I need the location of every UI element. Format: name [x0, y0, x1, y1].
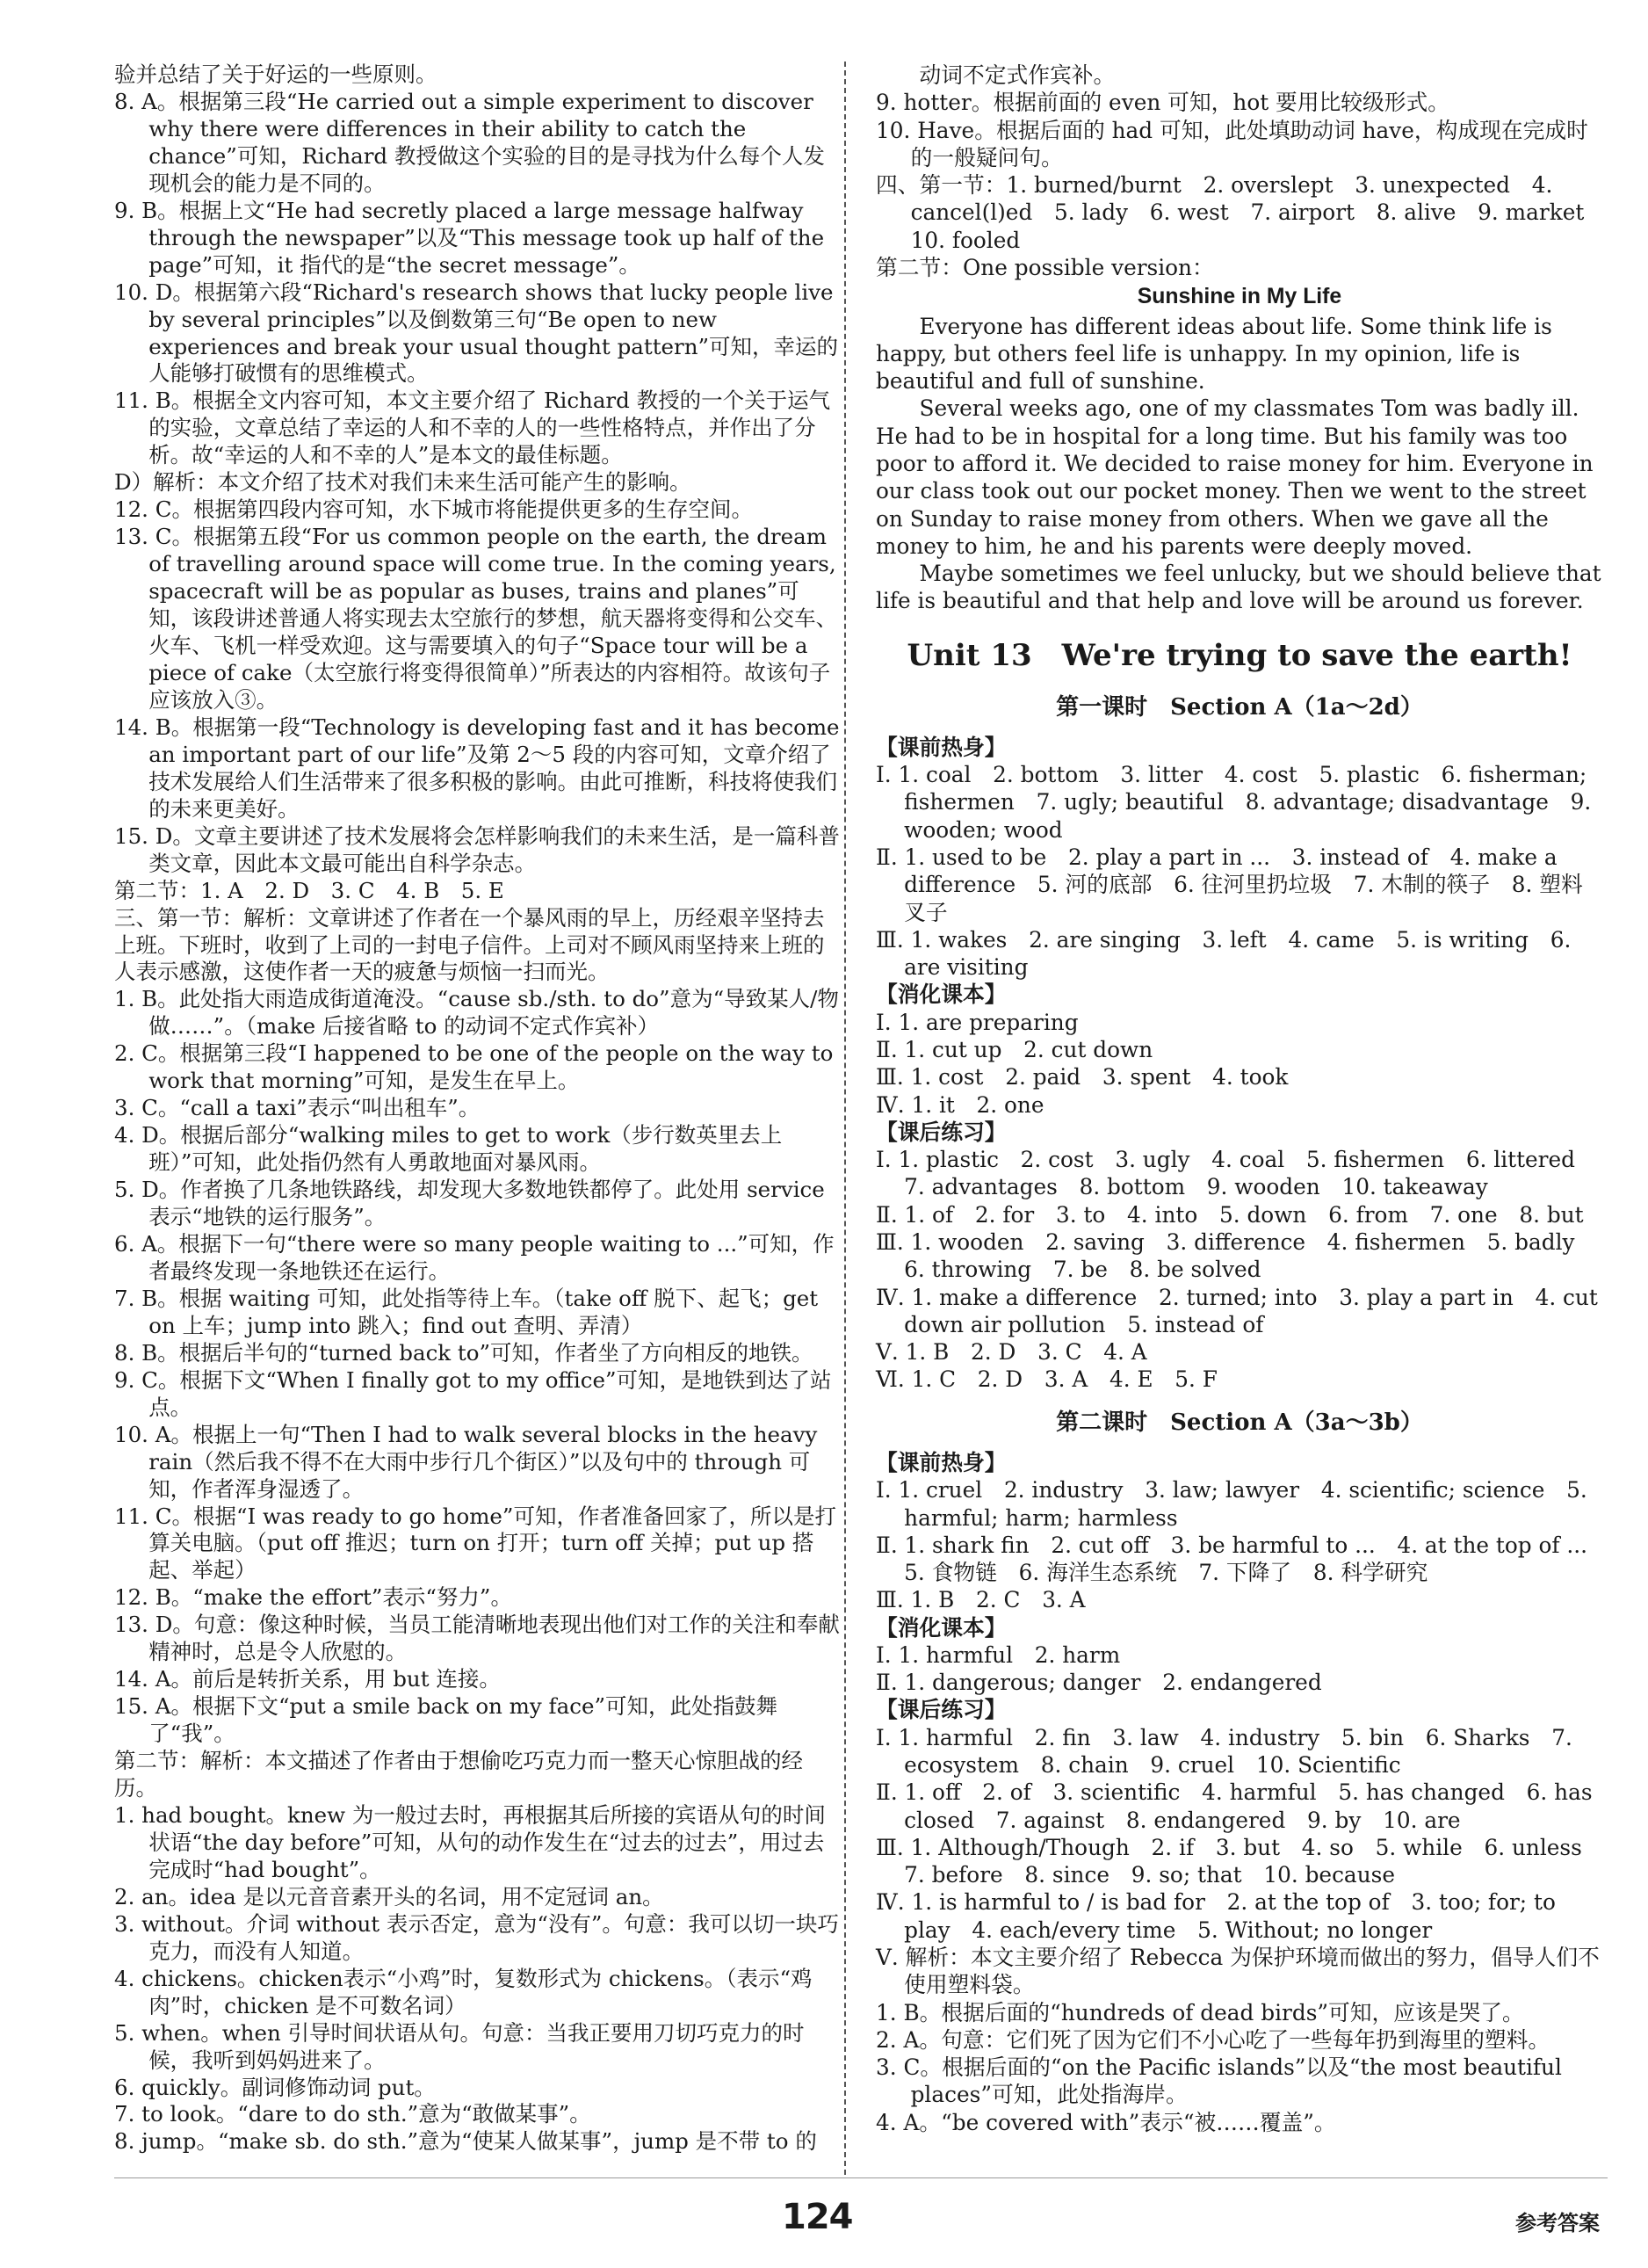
- right-paragraph: Ⅰ. 1. coal 2. bottom 3. litter 4. cost 5. plastic 6. fisherman; fishermen 7. ugly; beautiful 8. advantage; disadvantage 9. wooden; wood: [876, 762, 1592, 843]
- left-paragraph: 12. C。根据第四段内容可知，水下城市将能提供更多的生存空间。: [114, 496, 753, 523]
- left-paragraph: 第二节：1. A 2. D 3. C 4. B 5. E: [114, 877, 504, 903]
- right-paragraph: 【课后练习】: [876, 1697, 1007, 1723]
- right-paragraph: Ⅱ. 1. of 2. for 3. to 4. into 5. down 6. from 7. one 8. but: [876, 1201, 1584, 1228]
- left-paragraph: 11. B。根据全文内容可知，本文主要介绍了 Richard 教授的一个关于运气的实验，文章总结了幸运的人和不幸的人的一些性格特点，并作出了分析。故“幸运的人和不幸的人”是本文的最佳标题。: [114, 388, 831, 468]
- left-paragraph: 1. B。此处指大雨造成街道淹没。“cause sb./sth. to do”意为“导致某人/物做……”。（make 后接省略 to 的动词不定式作宾补）: [114, 986, 839, 1040]
- right-paragraph: Ⅱ. 1. cut up 2. cut down: [876, 1037, 1153, 1062]
- left-paragraph: 9. C。根据下文“When I finally got to my office”可知，是地铁到达了站点。: [114, 1366, 832, 1420]
- right-paragraph: Ⅳ. 1. is harmful to / is bad for 2. at the top of 3. too; for; to play 4. each/every time 5. Without; no longer: [876, 1889, 1556, 1943]
- right-paragraph: Ⅴ. 解析：本文主要介绍了 Rebecca 为保护环境而做出的努力，倡导人们不使用塑料袋。: [876, 1945, 1600, 1998]
- left-paragraph: 3. C。“call a taxi”表示“叫出租车”。: [114, 1095, 481, 1121]
- left-paragraph: 7. to look。“dare to do sth.”意为“敢做某事”。: [114, 2101, 591, 2127]
- right-paragraph: Ⅰ. 1. are preparing: [876, 1009, 1079, 1035]
- right-paragraph: Ⅱ. 1. dangerous; danger 2. endangered: [876, 1670, 1322, 1696]
- right-paragraph: Everyone has different ideas about life. Some think life is happy, but others feel life is unhappy. In my opinion, life is beautiful and full of sunshine.: [876, 313, 1552, 395]
- left-paragraph: 6. A。根据下一句“there were so many people waiting to ...”可知，作者最终发现一条地铁还在运行。: [114, 1230, 835, 1284]
- left-paragraph: 3. without。介词 without 表示否定，意为“没有”。句意：我可以切一块巧克力，而没有人知道。: [114, 1910, 839, 1964]
- right-paragraph: 1. B。根据后面的“hundreds of dead birds”可知，应该是哭了。: [876, 1999, 1524, 2025]
- right-paragraph: 四、第一节：1. burned/burnt 2. overslept 3. unexpected 4. cancel(l)ed 5. lady 6. west 7. airport 8. alive 9. market 10. fooled: [876, 172, 1607, 253]
- right-paragraph: Ⅲ. 1. B 2. C 3. A: [876, 1587, 1086, 1613]
- right-paragraph: Ⅱ. 1. shark fin 2. cut off 3. be harmful to ... 4. at the top of ... 5. 食物链 6. 海洋生态系统 7. 下降了 8. 科学研究: [876, 1532, 1609, 1586]
- left-paragraph: 8. B。根据后半句的“turned back to”可知，作者坐了方向相反的地铁。: [114, 1339, 813, 1366]
- left-paragraph: 2. an。idea 是以元音音素开头的名词，用不定冠词 an。: [114, 1883, 664, 1909]
- left-paragraph: 12. B。“make the effort”表示“努力”。: [114, 1584, 512, 1611]
- right-paragraph: 第一课时 Section A（1a～2d）: [1056, 693, 1423, 721]
- left-paragraph: 5. when。when 引导时间状语从句。句意：当我正要用刀切巧克力的时候，我听到妈妈进来了。: [114, 2019, 805, 2073]
- right-paragraph: 4. A。“be covered with”表示“被……覆盖”。: [876, 2109, 1336, 2135]
- left-column: [114, 62, 842, 2156]
- right-paragraph: 【课前热身】: [876, 734, 1007, 760]
- right-paragraph: Unit 13 We're trying to save the earth!: [907, 637, 1572, 673]
- right-paragraph: Sunshine in My Life: [1137, 285, 1342, 309]
- right-paragraph: 3. C。根据后面的“on the Pacific islands”以及“the most beautiful places”可知，此处指海岸。: [876, 2054, 1562, 2108]
- right-paragraph: 第二节：One possible version：: [876, 254, 1214, 280]
- page-number: 124: [782, 2197, 853, 2237]
- right-paragraph: Ⅱ. 1. off 2. of 3. scientific 4. harmful 5. has changed 6. has closed 7. against 8. endangered 9. by 10. are: [876, 1779, 1593, 1833]
- left-paragraph: 13. D。句意：像这种时候，当员工能清晰地表现出他们对工作的关注和奉献精神时，总是令人欣慰的。: [114, 1612, 840, 1665]
- left-paragraph: 第二节：解析：本文描述了作者由于想偷吃巧克力而一整天心惊胆战的经历。: [114, 1748, 803, 1801]
- left-paragraph: 10. A。根据上一句“Then I had to walk several blocks in the heavy rain（然后我不得不在大雨中步行几个街区）”以及句中的 through 可知，作者浑身湿透了。: [114, 1421, 818, 1502]
- left-paragraph: 5. D。作者换了几条地铁路线，却发现大多数地铁都停了。此处用 service 表示“地铁的运行服务”。: [114, 1177, 825, 1230]
- left-paragraph: 6. quickly。副词修饰动词 put。: [114, 2074, 436, 2100]
- left-paragraph: 1. had bought。knew 为一般过去时，再根据其后所接的宾语从句的时间状语“the day before”可知，从句的动作发生在“过去的过去”，用过去完成时“had bought”。: [114, 1802, 826, 1882]
- left-paragraph: 验并总结了关于好运的一些原则。: [114, 62, 437, 87]
- right-paragraph: 2. A。句意：它们死了因为它们不小心吃了一些每年扔到海里的塑料。: [876, 2026, 1550, 2053]
- right-paragraph: Maybe sometimes we feel unlucky, but we should believe that life is beautiful and that help and love will be around us forever.: [876, 561, 1601, 614]
- column-divider: [844, 62, 846, 2175]
- right-paragraph: 第二课时 Section A（3a～3b）: [1056, 1409, 1423, 1436]
- right-paragraph: 9. hotter。根据前面的 even 可知，hot 要用比较级形式。: [876, 90, 1450, 116]
- left-paragraph: 三、第一节：解析：文章讲述了作者在一个暴风雨的早上，历经艰辛坚持去上班。下班时，收到了上司的一封电子信件。上司对不顾风雨坚持来上班的人表示感激，这使作者一天的疲惫与烦恼一扫而光。: [114, 904, 825, 985]
- left-paragraph: 4. D。根据后部分“walking miles to get to work（步行数英里去上班）”可知，此处指仍然有人勇敢地面对暴风雨。: [114, 1122, 783, 1176]
- left-paragraph: 4. chickens。chicken表示“小鸡”时，复数形式为 chickens。（表示“鸡肉”时，chicken 是不可数名词）: [114, 1965, 813, 2018]
- right-paragraph: Ⅰ. 1. harmful 2. fin 3. law 4. industry 5. bin 6. Sharks 7. ecosystem 8. chain 9. cruel 10. Scientific: [876, 1724, 1572, 1779]
- left-paragraph: D）解析：本文介绍了技术对我们未来生活可能产生的影响。: [114, 469, 691, 496]
- right-paragraph: 10. Have。根据后面的 had 可知，此处填助动词 have，构成现在完成时的一般疑问句。: [876, 117, 1588, 170]
- right-paragraph: Ⅲ. 1. wooden 2. saving 3. difference 4. fishermen 5. badly 6. throwing 7. be 8. be solved: [876, 1228, 1597, 1283]
- left-paragraph: 14. A。前后是转折关系，用 but 连接。: [114, 1666, 501, 1692]
- left-paragraph: 14. B。根据第一段“Technology is developing fast and it has become an important part of our life”及第 2～5 段的内容可知，文章介绍了技术发展给人们生活带来了很多积极的影响。由此可推断，科技将使我们的未来更美好。: [114, 714, 840, 822]
- right-paragraph: 动词不定式作宾补。: [876, 62, 1116, 88]
- footer-label: 参考答案: [1515, 2211, 1600, 2235]
- right-paragraph: Ⅲ. 1. cost 2. paid 3. spent 4. took: [876, 1064, 1289, 1091]
- right-paragraph: Ⅳ. 1. make a difference 2. turned; into 3. play a part in 4. cut down air pollution 5. instead of: [876, 1284, 1598, 1337]
- left-paragraph: 10. D。根据第六段“Richard's research shows that lucky people live by several principles”以及倒数第三句“Be open to new experiences and break your usual thought pattern”可知，幸运的人能够打破惯有的思维模式。: [114, 279, 839, 387]
- footer-rule: [114, 2177, 1608, 2178]
- right-paragraph: 【消化课本】: [876, 1614, 1007, 1641]
- left-paragraph: 15. D。文章主要讲述了技术发展将会怎样影响我们的未来生活，是一篇科普类文章，因此本文最可能出自科学杂志。: [114, 822, 840, 876]
- left-paragraph: 7. B。根据 waiting 可知，此处指等待上车。（take off 脱下、起飞；get on 上车；jump into 跳入；find out 查明、弄清）: [114, 1285, 819, 1338]
- right-paragraph: Several weeks ago, one of my classmates Tom was badly ill. He had to be in hospital for a long time. But his family was too poor to afford it. We decided to raise money for him. Everyone in our class took out our pocket money. Then we went to the street on Sunday to raise money from others. When we gave all the money to him, he and his parents were deeply moved.: [876, 395, 1594, 559]
- left-paragraph: 11. C。根据“I was ready to go home”可知，作者准备回家了，所以是打算关电脑。（put off 推迟；turn on 打开；turn off 关掉；put up 搭起、举起）: [114, 1503, 836, 1583]
- left-paragraph: 9. B。根据上文“He had secretly placed a large message halfway through the newspaper”以及“This message took up half of the page”可知，it 指代的是“the secret message”。: [114, 197, 825, 278]
- left-paragraph: 8. jump。“make sb. do sth.”意为“使某人做某事”，jump 是不带 to 的: [114, 2128, 817, 2155]
- right-paragraph: Ⅰ. 1. plastic 2. cost 3. ugly 4. coal 5. fishermen 6. littered 7. advantages 8. bottom 9. wooden 10. takeaway: [876, 1147, 1597, 1200]
- right-paragraph: 【课后练习】: [876, 1119, 1007, 1145]
- right-paragraph: Ⅲ. 1. wakes 2. are singing 3. left 4. came 5. is writing 6. are visiting: [876, 926, 1572, 981]
- right-paragraph: 【消化课本】: [876, 982, 1007, 1008]
- right-paragraph: Ⅰ. 1. cruel 2. industry 3. law; lawyer 4. scientific; science 5. harmful; harm; harmless: [876, 1477, 1587, 1531]
- right-paragraph: Ⅱ. 1. used to be 2. play a part in ... 3. instead of 4. make a difference 5. 河的底部 6. 往河里扔垃圾 7. 木制的筷子 8. 塑料叉子: [876, 844, 1583, 925]
- right-paragraph: Ⅰ. 1. harmful 2. harm: [876, 1641, 1121, 1668]
- left-paragraph: 8. A。根据第三段“He carried out a simple experiment to discover why there were differences in their ability to catch the chance”可知，Richard 教授做这个实验的目的是寻找为什么每个人发现机会的能力是不同的。: [114, 88, 825, 196]
- right-paragraph: Ⅴ. 1. B 2. D 3. C 4. A: [876, 1339, 1147, 1366]
- right-paragraph: 【课前热身】: [876, 1449, 1007, 1475]
- left-paragraph: 13. C。根据第五段“For us common people on the earth, the dream of travelling around space will come true. In the coming years, spacecraft will be as popular as buses, trains and planes”可知，该段讲述普通人将实现去太空旅行的梦想，航天器将变得和公交车、火车、飞机一样受欢迎。这与需要填入的句子“Space tour will be a piece of cake（太空旅行将变得很简单）”所表达的内容相符。故该句子应该放入③。: [114, 524, 838, 713]
- left-paragraph: 2. C。根据第三段“I happened to be one of the people on the way to work that morning”可知，是发生在早上。: [114, 1040, 834, 1094]
- right-paragraph: Ⅳ. 1. it 2. one: [876, 1091, 1044, 1118]
- right-paragraph: Ⅵ. 1. C 2. D 3. A 4. E 5. F: [876, 1366, 1218, 1393]
- left-paragraph: 15. A。根据下文“put a smile back on my face”可知，此处指鼓舞了“我”。: [114, 1693, 777, 1747]
- right-column: [876, 62, 1609, 2136]
- right-paragraph: Ⅲ. 1. Although/Though 2. if 3. but 4. so 5. while 6. unless 7. before 8. since 9. so; that 10. because: [876, 1834, 1604, 1888]
